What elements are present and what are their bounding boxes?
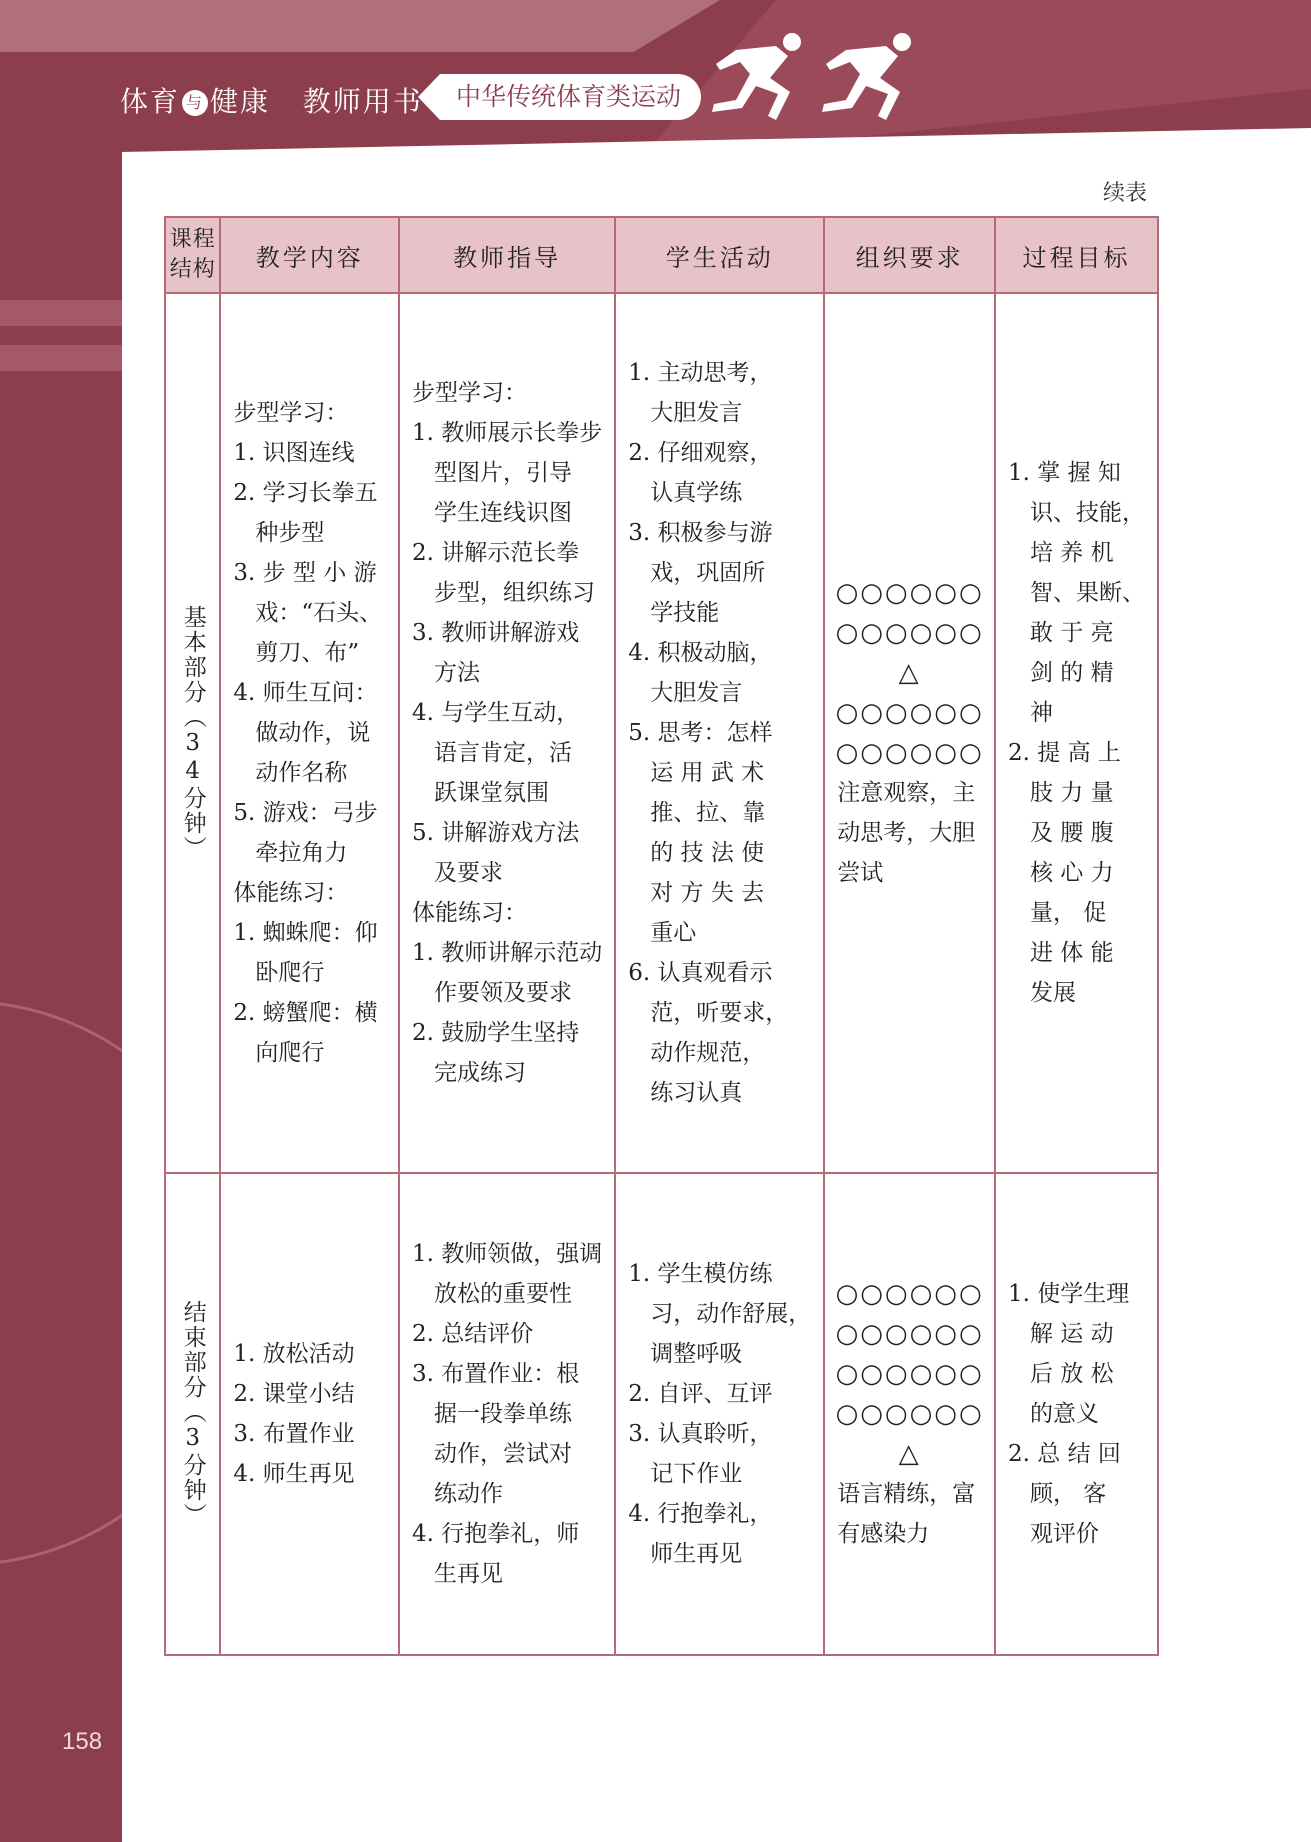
text-line: 大胆发言 xyxy=(628,680,743,706)
header-student: 学生活动 xyxy=(615,217,824,293)
text-line: 4. 师生再见 xyxy=(233,1461,355,1487)
text-line: 后 放 松 xyxy=(1008,1361,1114,1387)
text-line: 练习认真 xyxy=(628,1080,743,1106)
teacher-lines xyxy=(400,1234,614,1594)
text-line: 及要求 xyxy=(412,860,503,886)
text-line: 认真学练 xyxy=(628,480,743,506)
text-line: 1. 教师领做，强调 xyxy=(412,1241,603,1267)
text-line: 4. 行抱拳礼，师 xyxy=(412,1521,580,1547)
organization-note xyxy=(825,1474,994,1554)
text-line: 学生连线识图 xyxy=(412,500,572,526)
book-title xyxy=(120,80,423,120)
text-line: 练动作 xyxy=(412,1481,503,1507)
header-content: 教学内容 xyxy=(220,217,399,293)
student-lines xyxy=(616,353,823,1113)
text-line: 1. 教师展示长拳步 xyxy=(412,420,603,446)
text-line: 肢 力 量 xyxy=(1008,780,1114,806)
text-line: 4. 积极动脑， xyxy=(628,640,773,666)
text-line: 范，听要求， xyxy=(628,1000,789,1026)
runner-icon xyxy=(816,30,926,130)
text-line: 剑 的 精 xyxy=(1008,660,1114,686)
text-line: 动作规范， xyxy=(628,1040,766,1066)
text-line: 种步型 xyxy=(233,520,325,546)
structure-label: 基本部分（34分钟） xyxy=(179,605,206,861)
book-subtitle: 教师用书 xyxy=(302,85,423,118)
text-line: 2. 学习长拳五 xyxy=(233,480,378,506)
text-line: 记下作业 xyxy=(628,1461,743,1487)
text-line: 推、拉、靠 xyxy=(628,800,766,826)
organization-note xyxy=(825,773,994,893)
continued-label: 续表 xyxy=(1102,181,1147,206)
header-organization: 组织要求 xyxy=(824,217,995,293)
text-line: ○○○○○○ xyxy=(835,738,984,768)
text-line: 神 xyxy=(1008,700,1053,726)
text-line: 戏：“石头、 xyxy=(233,600,383,626)
page-number: 158 xyxy=(62,1728,103,1755)
text-line: ○○○○○○ xyxy=(835,1359,984,1389)
text-line: 4. 师生互问： xyxy=(233,680,378,706)
text-line: 跃课堂氛围 xyxy=(412,780,549,806)
text-line: 智、果断、 xyxy=(1008,580,1145,606)
text-line: 3. 步 型 小 游 xyxy=(233,560,377,586)
text-line: 动作名称 xyxy=(233,760,348,786)
header-structure xyxy=(165,217,220,293)
text-line: 4. 与学生互动， xyxy=(412,700,580,726)
text-line: 习，动作舒展， xyxy=(628,1301,812,1327)
text-line: 5. 思考：怎样 xyxy=(628,720,773,746)
text-line: 发展 xyxy=(1008,980,1076,1006)
runner-icon xyxy=(706,30,816,130)
text-line: △ xyxy=(898,1439,921,1469)
goal-cell xyxy=(995,293,1158,1173)
student-cell xyxy=(615,293,824,1173)
text-line: 敢 于 亮 xyxy=(1008,620,1114,646)
teacher-lines xyxy=(400,373,614,1093)
text-line: 据一段拳单练 xyxy=(412,1401,572,1427)
text-line: 牵拉角力 xyxy=(233,840,348,866)
text-line: 向爬行 xyxy=(233,1040,325,1066)
book-title-a: 体育 xyxy=(120,85,181,118)
text-line: 作要领及要求 xyxy=(412,980,572,1006)
text-line: 1. 放松活动 xyxy=(233,1341,355,1367)
text-line: 2. 仔细观察， xyxy=(628,440,773,466)
text-line: 3. 认真聆听， xyxy=(628,1421,773,1447)
organization-cell xyxy=(824,293,995,1173)
text-line: 语言精练，富 xyxy=(837,1481,976,1507)
text-line: 剪刀、布” xyxy=(233,640,360,666)
text-line: 5. 游戏：弓步 xyxy=(233,800,378,826)
text-line: 3. 教师讲解游戏 xyxy=(412,620,580,646)
text-line: 有感染力 xyxy=(837,1521,930,1547)
book-title-logo: 与 xyxy=(182,90,208,116)
sidebar-stripe xyxy=(0,345,122,371)
teacher-cell xyxy=(399,293,615,1173)
book-title-b: 健康 xyxy=(210,85,271,118)
text-line: 1. 识图连线 xyxy=(233,440,355,466)
text-line: 戏，巩固所 xyxy=(628,560,766,586)
organization-cell xyxy=(824,1173,995,1655)
text-line: 解 运 动 xyxy=(1008,1321,1114,1347)
formation-diagram xyxy=(825,573,994,773)
structure-cell xyxy=(165,1173,220,1655)
text-line: 4. 行抱拳礼， xyxy=(628,1501,773,1527)
goal-cell xyxy=(995,1173,1158,1655)
lesson-plan-table xyxy=(164,216,1159,1656)
text-line: 步型学习： xyxy=(233,400,349,426)
table-header-row xyxy=(165,217,1158,293)
header-teacher: 教师指导 xyxy=(399,217,615,293)
text-line: 大胆发言 xyxy=(628,400,743,426)
table-row xyxy=(165,293,1158,1173)
text-line: 5. 讲解游戏方法 xyxy=(412,820,580,846)
formation-diagram xyxy=(825,1274,994,1474)
text-line: ○○○○○○ xyxy=(835,1399,984,1429)
text-line: 体能练习： xyxy=(233,880,349,906)
text-line: 生再见 xyxy=(412,1561,503,1587)
text-line: 量， 促 xyxy=(1008,900,1107,926)
text-line: 2. 总 结 回 xyxy=(1008,1441,1121,1467)
text-line: ○○○○○○ xyxy=(835,1279,984,1309)
text-line: ○○○○○○ xyxy=(835,698,984,728)
text-line: 体能练习： xyxy=(412,900,528,926)
text-line: 动思考，大胆 xyxy=(837,820,976,846)
header-goal: 过程目标 xyxy=(995,217,1158,293)
student-cell xyxy=(615,1173,824,1655)
sidebar-stripe xyxy=(0,300,122,326)
text-line: 2. 鼓励学生坚持 xyxy=(412,1020,580,1046)
text-line: 型图片，引导 xyxy=(412,460,572,486)
goal-lines xyxy=(996,453,1157,1013)
teacher-cell xyxy=(399,1173,615,1655)
header-band xyxy=(0,0,720,52)
goal-lines xyxy=(996,1274,1157,1554)
sidebar-circle-decoration xyxy=(0,1000,122,1566)
student-lines xyxy=(616,1254,823,1574)
text-line: 及 腰 腹 xyxy=(1008,820,1114,846)
text-line: 步型学习： xyxy=(412,380,528,406)
text-line: 6. 认真观看示 xyxy=(628,960,773,986)
text-line: 2. 自评、互评 xyxy=(628,1381,773,1407)
text-line: 步型，组织练习 xyxy=(412,580,595,606)
structure-cell xyxy=(165,293,220,1173)
text-line: ○○○○○○ xyxy=(835,1319,984,1349)
text-line: 进 体 能 xyxy=(1008,940,1114,966)
text-line: 1. 学生模仿练 xyxy=(628,1261,773,1287)
text-line: 2. 提 高 上 xyxy=(1008,740,1121,766)
text-line: 2. 螃蟹爬：横 xyxy=(233,1000,378,1026)
text-line: 重心 xyxy=(628,920,697,946)
text-line: △ xyxy=(898,658,921,688)
text-line: 学技能 xyxy=(628,600,720,626)
table-row xyxy=(165,1173,1158,1655)
text-line: 1. 掌 握 知 xyxy=(1008,460,1121,486)
text-line: ○○○○○○ xyxy=(835,578,984,608)
text-line: 2. 总结评价 xyxy=(412,1321,534,1347)
text-line: 语言肯定，活 xyxy=(412,740,572,766)
text-line: 3. 积极参与游 xyxy=(628,520,773,546)
text-line: 培 养 机 xyxy=(1008,540,1114,566)
text-line: 的意义 xyxy=(1008,1401,1099,1427)
text-line: 方法 xyxy=(412,660,480,686)
chapter-badge: 中华传统体育类运动 xyxy=(440,74,701,120)
text-line: 2. 讲解示范长拳 xyxy=(412,540,580,566)
text-line: 完成练习 xyxy=(412,1060,526,1086)
text-line: 师生再见 xyxy=(628,1541,743,1567)
text-line: 尝试 xyxy=(837,860,884,886)
header-structure-label: 课程 结构 xyxy=(169,227,216,282)
content-lines xyxy=(221,393,398,1073)
text-line: 核 心 力 xyxy=(1008,860,1114,886)
text-line: 1. 使学生理 xyxy=(1008,1281,1130,1307)
text-line: 顾， 客 xyxy=(1008,1481,1107,1507)
text-line: 识、技能， xyxy=(1008,500,1145,526)
left-sidebar xyxy=(0,0,122,1842)
structure-label: 结束部分（3分钟） xyxy=(179,1300,206,1528)
content-cell xyxy=(220,293,399,1173)
text-line: 1. 蜘蛛爬：仰 xyxy=(233,920,378,946)
text-line: 2. 课堂小结 xyxy=(233,1381,355,1407)
text-line: 运 用 武 术 xyxy=(628,760,765,786)
text-line: 调整呼吸 xyxy=(628,1341,743,1367)
text-line: 放松的重要性 xyxy=(412,1281,572,1307)
text-line: 注意观察，主 xyxy=(837,780,976,806)
text-line: 卧爬行 xyxy=(233,960,325,986)
text-line: 的 技 法 使 xyxy=(628,840,765,866)
text-line: ○○○○○○ xyxy=(835,618,984,648)
content-cell xyxy=(220,1173,399,1655)
text-line: 做动作，说 xyxy=(233,720,371,746)
text-line: 1. 教师讲解示范动 xyxy=(412,940,603,966)
text-line: 对 方 失 去 xyxy=(628,880,765,906)
text-line: 观评价 xyxy=(1008,1521,1099,1547)
text-line: 3. 布置作业 xyxy=(233,1421,355,1447)
text-line: 3. 布置作业：根 xyxy=(412,1361,580,1387)
text-line: 1. 主动思考， xyxy=(628,360,773,386)
content-lines xyxy=(221,1334,398,1494)
text-line: 动作，尝试对 xyxy=(412,1441,572,1467)
